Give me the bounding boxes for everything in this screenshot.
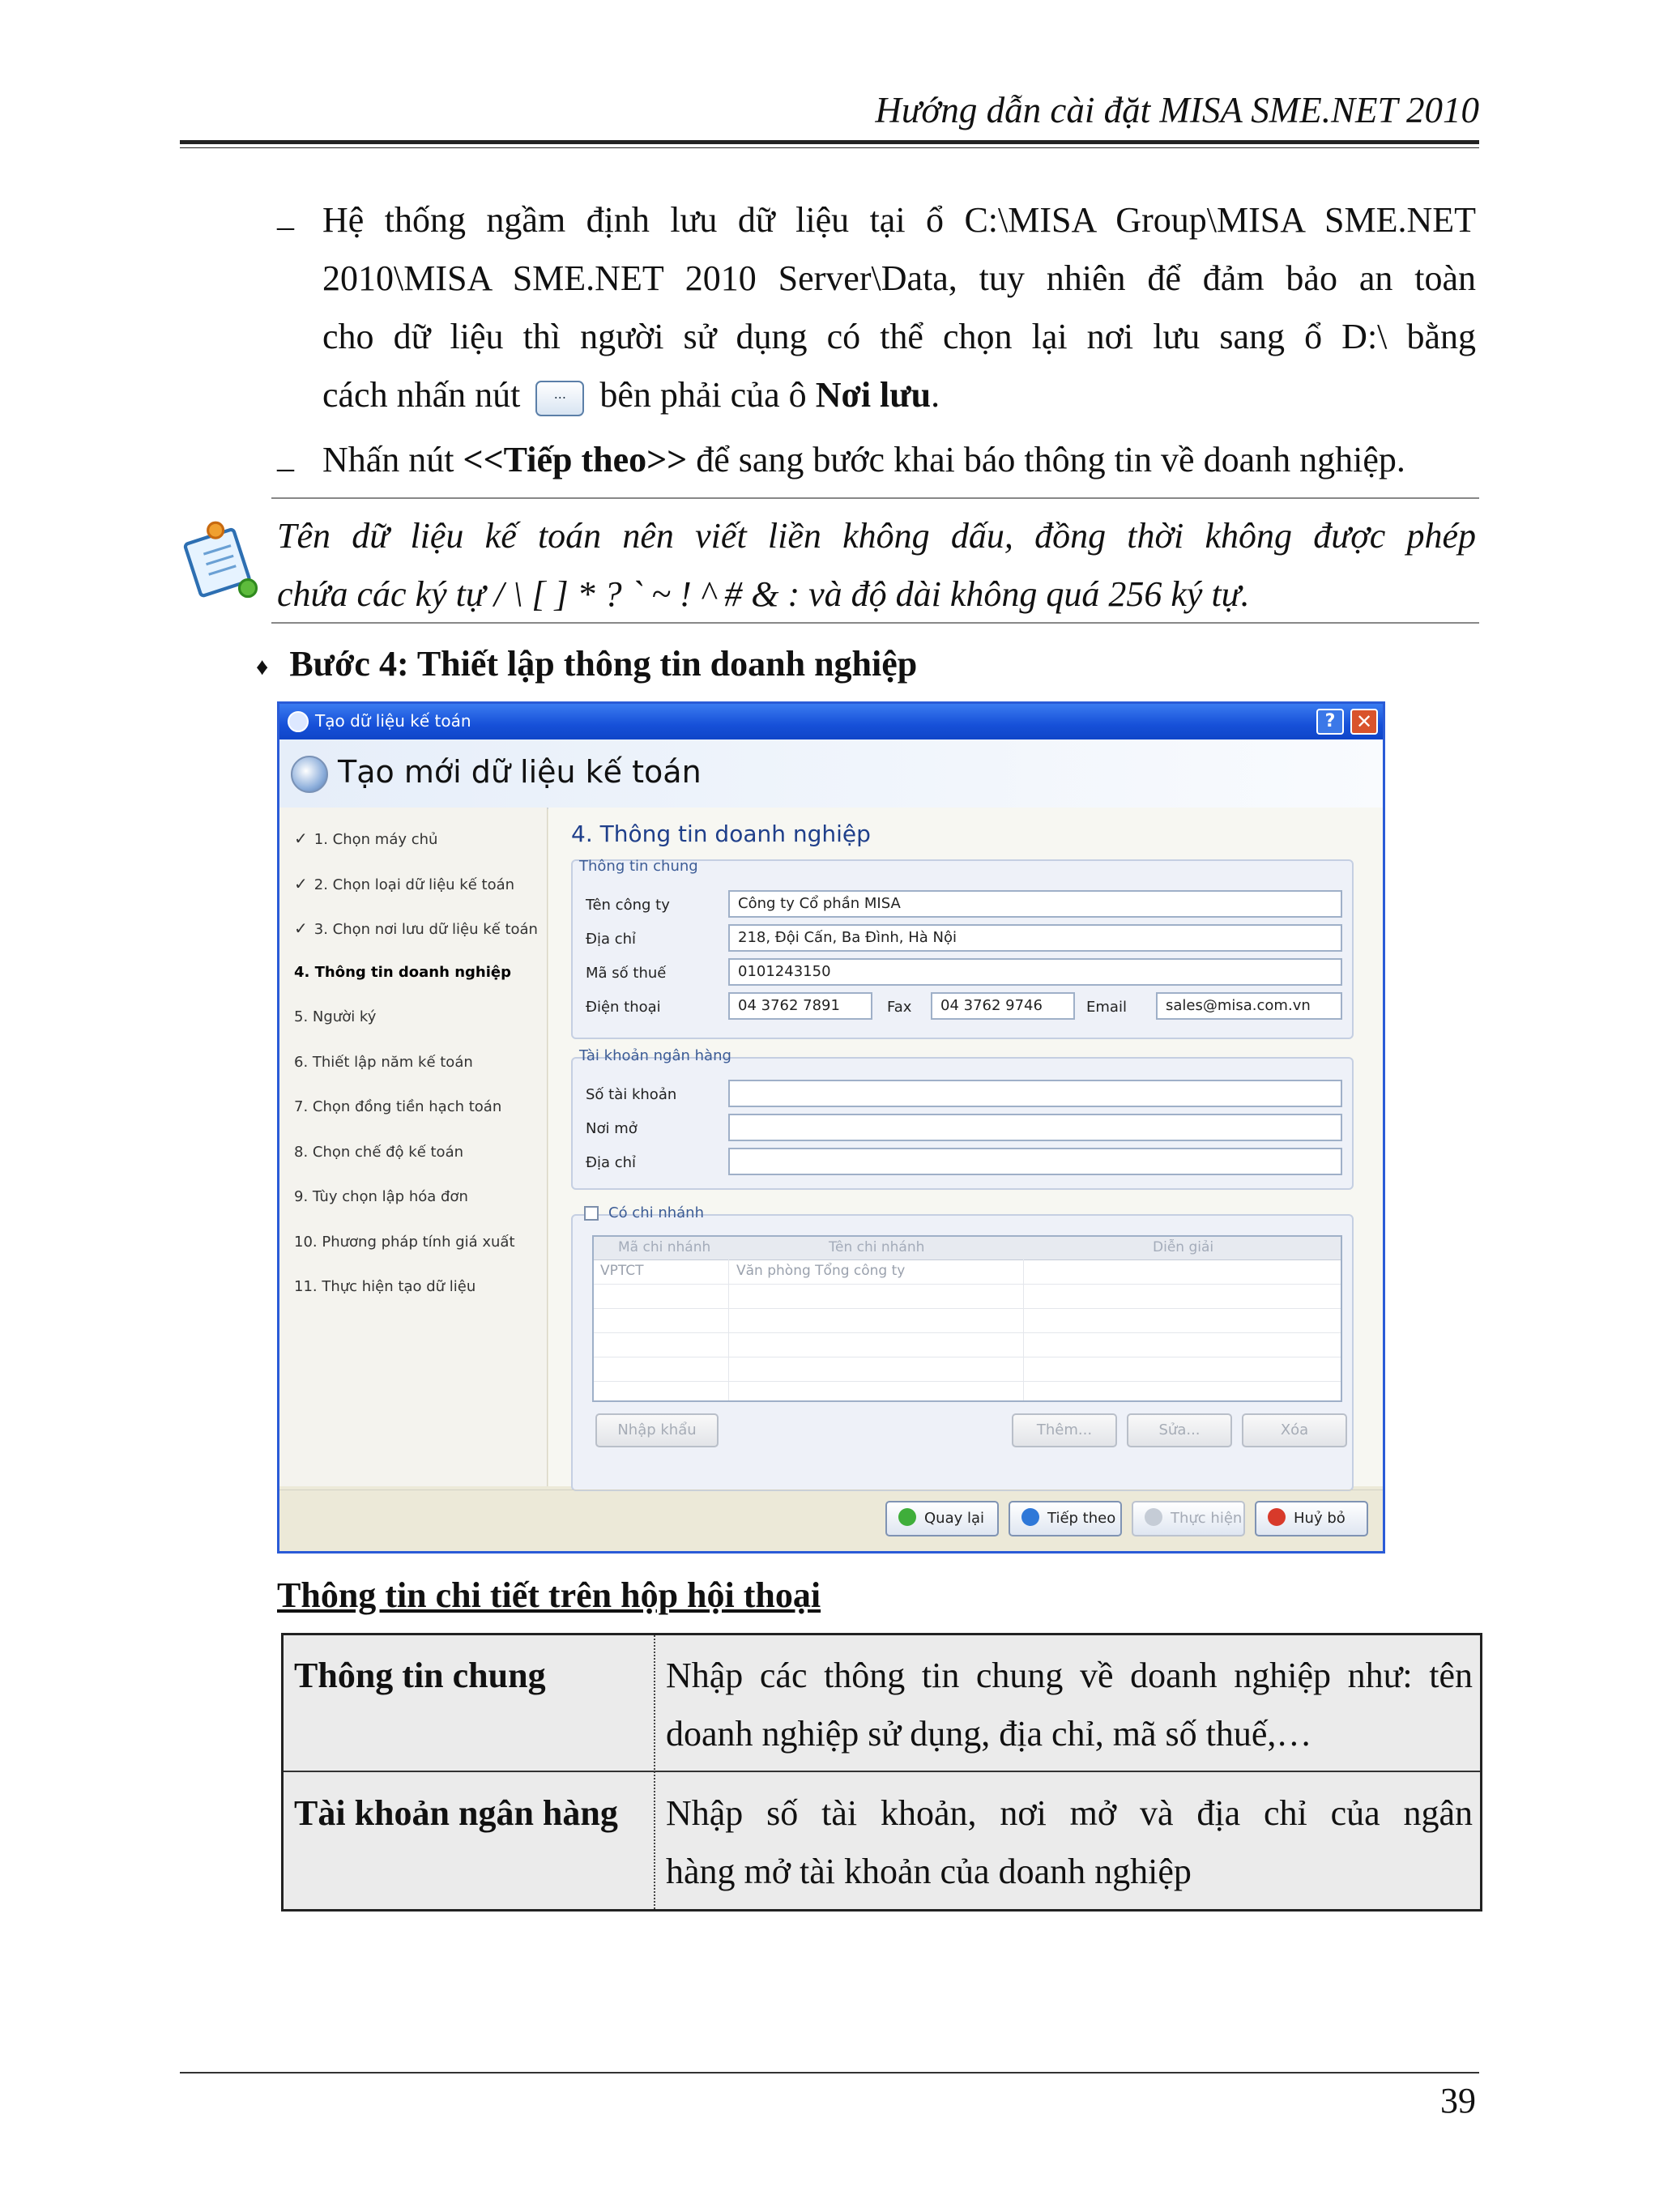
next-button[interactable] — [1009, 1501, 1122, 1536]
wizard-step-label: 5. Người ký — [294, 1008, 377, 1025]
header-rule-thin — [180, 147, 1479, 148]
description-line: Nhập số tài khoản, nơi mở và địa chỉ của ngân — [666, 1793, 1473, 1833]
table-term: Thông tin chung — [294, 1656, 546, 1695]
wizard-step-label: 4. Thông tin doanh nghiệp — [294, 963, 511, 981]
note-pad-icon — [180, 518, 265, 603]
description-line: hàng mở tài khoản của doanh nghiệp — [666, 1852, 1192, 1891]
bullet-paragraph-2 — [322, 439, 1405, 480]
table-description — [666, 1647, 1473, 1763]
field-label: Fax — [887, 999, 912, 1016]
checkmark-icon: ✓ — [294, 918, 308, 938]
running-header: Hướng dẫn cài đặt MISA SME.NET 2010 — [875, 90, 1479, 130]
bank-opened-at-field[interactable] — [728, 1114, 1342, 1141]
disc-icon — [291, 756, 328, 793]
address-field[interactable]: 218, Đội Cấn, Ba Đình, Hà Nội — [728, 924, 1342, 952]
wizard-step-label: 8. Chọn chế độ kế toán — [294, 1143, 464, 1161]
next-arrow-icon — [1021, 1508, 1039, 1526]
note-line: chứa các ký tự / \ [ ] * ? ` ~ ! ^ # & : và độ dài không quá 256 ký tự. — [277, 574, 1250, 614]
step-label: Bước 4: Thiết lập thông tin doanh nghiệp — [289, 644, 918, 684]
checkmark-icon: ✓ — [294, 873, 308, 893]
field-label: Số tài khoản — [586, 1086, 677, 1103]
step-heading — [256, 643, 917, 684]
description-line: doanh nghiệp sử dụng, địa chỉ, mã số thuế,… — [666, 1714, 1312, 1754]
text-run: . — [931, 375, 940, 415]
wizard-step-item[interactable] — [294, 874, 514, 893]
phone-field[interactable]: 04 3762 7891 — [728, 992, 872, 1020]
table-cell: Văn phòng Tổng công ty — [736, 1263, 906, 1279]
field-label: Mã số thuế — [586, 965, 667, 982]
wizard-step-label: 10. Phương pháp tính giá xuất — [294, 1233, 515, 1251]
table-term: Tài khoản ngân hàng — [294, 1793, 618, 1833]
description-line: Nhập các thông tin chung về doanh nghiệp như: tên — [666, 1656, 1473, 1695]
text-run: Nhấn nút — [322, 440, 454, 479]
bank-account-field[interactable] — [728, 1080, 1342, 1107]
browse-button-icon: ... — [535, 381, 584, 416]
button-label: Quay lại — [924, 1510, 985, 1527]
group-label: Thông tin chung — [579, 858, 698, 875]
field-label: Tên công ty — [586, 897, 670, 914]
wizard-step-item[interactable] — [294, 1008, 376, 1025]
button-label: Tiếp theo — [1047, 1510, 1116, 1527]
header-rule — [180, 140, 1479, 144]
section-heading: 4. Thông tin doanh nghiệp — [571, 820, 871, 847]
close-button[interactable]: ✕ — [1350, 709, 1378, 735]
text-run: cách nhấn nút — [322, 375, 521, 415]
button-label: Thực hiện — [1171, 1510, 1243, 1527]
wizard-step-label: 11. Thực hiện tạo dữ liệu — [294, 1278, 476, 1295]
column-header: Tên chi nhánh — [829, 1239, 925, 1255]
wizard-step-item[interactable] — [294, 1278, 476, 1295]
paragraph-line: Hệ thống ngầm định lưu dữ liệu tại ổ C:\MISA Group\MISA SME.NET — [322, 200, 1476, 240]
detail-table — [281, 1633, 1482, 1912]
note-top-rule — [271, 497, 1479, 499]
note-line: Tên dữ liệu kế toán nên viết liền không dấu, đồng thời không được phép — [277, 516, 1476, 556]
check-icon — [1145, 1508, 1162, 1526]
cancel-button[interactable] — [1255, 1501, 1368, 1536]
fax-field[interactable]: 04 3762 9746 — [931, 992, 1075, 1020]
field-label: Địa chỉ — [586, 931, 637, 948]
field-label: Điện thoại — [586, 999, 661, 1016]
tax-code-field[interactable]: 0101243150 — [728, 958, 1342, 986]
field-label: Địa chỉ — [586, 1154, 637, 1171]
table-cell: VPTCT — [600, 1263, 644, 1279]
table-description — [666, 1784, 1473, 1901]
bullet-dash: – — [277, 208, 294, 245]
app-icon — [288, 711, 309, 732]
dialog-banner — [279, 739, 1383, 809]
grid-line — [594, 1332, 1341, 1333]
create-data-dialog — [277, 701, 1385, 1554]
import-button[interactable]: Nhập khẩu — [595, 1413, 719, 1447]
edit-branch-button[interactable]: Sửa... — [1127, 1413, 1232, 1447]
column-header: Mã chi nhánh — [618, 1239, 711, 1255]
wizard-step-label: 3. Chọn nơi lưu dữ liệu kế toán — [313, 921, 538, 938]
page-number: 39 — [1440, 2081, 1476, 2120]
grid-line — [594, 1308, 1341, 1309]
window-title: Tạo dữ liệu kế toán — [315, 711, 471, 731]
wizard-step-item[interactable] — [294, 1144, 463, 1161]
delete-branch-button[interactable]: Xóa — [1242, 1413, 1347, 1447]
finish-button[interactable] — [1132, 1501, 1245, 1536]
note-bottom-rule — [271, 622, 1479, 624]
field-label: Nơi mở — [586, 1120, 638, 1137]
diamond-bullet-icon: ♦ — [256, 653, 269, 680]
wizard-step-item[interactable] — [294, 1098, 501, 1115]
wizard-step-item[interactable] — [294, 1188, 468, 1205]
branch-table[interactable] — [592, 1235, 1342, 1402]
wizard-step-item[interactable] — [294, 1054, 473, 1071]
group-label: Tài khoản ngân hàng — [579, 1047, 731, 1064]
bank-address-field[interactable] — [728, 1148, 1342, 1175]
row-divider — [284, 1771, 1480, 1772]
checkbox-label: Có chi nhánh — [608, 1204, 704, 1221]
grid-line — [594, 1284, 1341, 1285]
company-name-field[interactable]: Công ty Cổ phần MISA — [728, 890, 1342, 918]
add-branch-button[interactable]: Thêm... — [1012, 1413, 1117, 1447]
column-divider — [654, 1635, 655, 1909]
text-run: để sang bước khai báo thông tin về doanh nghiệp. — [696, 440, 1405, 479]
note-text — [277, 507, 1476, 624]
has-branch-checkbox[interactable] — [584, 1206, 599, 1221]
wizard-step-label: 7. Chọn đồng tiền hạch toán — [294, 1098, 502, 1115]
button-label: Huỷ bỏ — [1294, 1510, 1346, 1527]
cancel-icon — [1268, 1508, 1286, 1526]
grid-line — [594, 1381, 1341, 1382]
footer-rule — [180, 2072, 1479, 2073]
wizard-step-item[interactable] — [294, 1234, 515, 1251]
checkmark-icon: ✓ — [294, 829, 308, 848]
column-header: Diễn giải — [1153, 1239, 1214, 1255]
text-run: bên phải của ô — [599, 375, 807, 415]
wizard-step-label: 2. Chọn loại dữ liệu kế toán — [313, 876, 515, 893]
grid-line — [728, 1259, 729, 1400]
paragraph-line — [322, 366, 1476, 424]
bullet-paragraph-1 — [322, 191, 1476, 424]
field-label: Email — [1086, 999, 1127, 1016]
table-caption: Thông tin chi tiết trên hộp hội thoại — [277, 1575, 821, 1615]
wizard-step-item[interactable] — [294, 964, 511, 981]
paragraph-line: 2010\MISA SME.NET 2010 Server\Data, tuy nhiên để đảm bảo an toàn — [322, 258, 1476, 298]
email-field[interactable]: sales@misa.com.vn — [1156, 992, 1342, 1020]
grid-line — [1023, 1259, 1024, 1400]
bold-term: <<Tiếp theo>> — [463, 440, 688, 479]
bold-term: Nơi lưu — [815, 375, 932, 415]
dialog-title-bar[interactable] — [279, 704, 1383, 739]
banner-title: Tạo mới dữ liệu kế toán — [338, 754, 702, 790]
back-button[interactable] — [885, 1501, 999, 1536]
wizard-step-label: 9. Tùy chọn lập hóa đơn — [294, 1188, 468, 1205]
help-button[interactable]: ? — [1316, 709, 1344, 735]
wizard-step-label: 1. Chọn máy chủ — [313, 831, 438, 848]
wizard-step-item[interactable] — [294, 829, 437, 848]
bullet-dash: – — [277, 450, 294, 487]
paragraph-line: cho dữ liệu thì người sử dụng có thể chọn lại nơi lưu sang ổ D:\ bằng — [322, 317, 1476, 356]
back-arrow-icon — [898, 1508, 916, 1526]
wizard-step-item[interactable] — [294, 918, 538, 938]
wizard-step-label: 6. Thiết lập năm kế toán — [294, 1053, 473, 1071]
